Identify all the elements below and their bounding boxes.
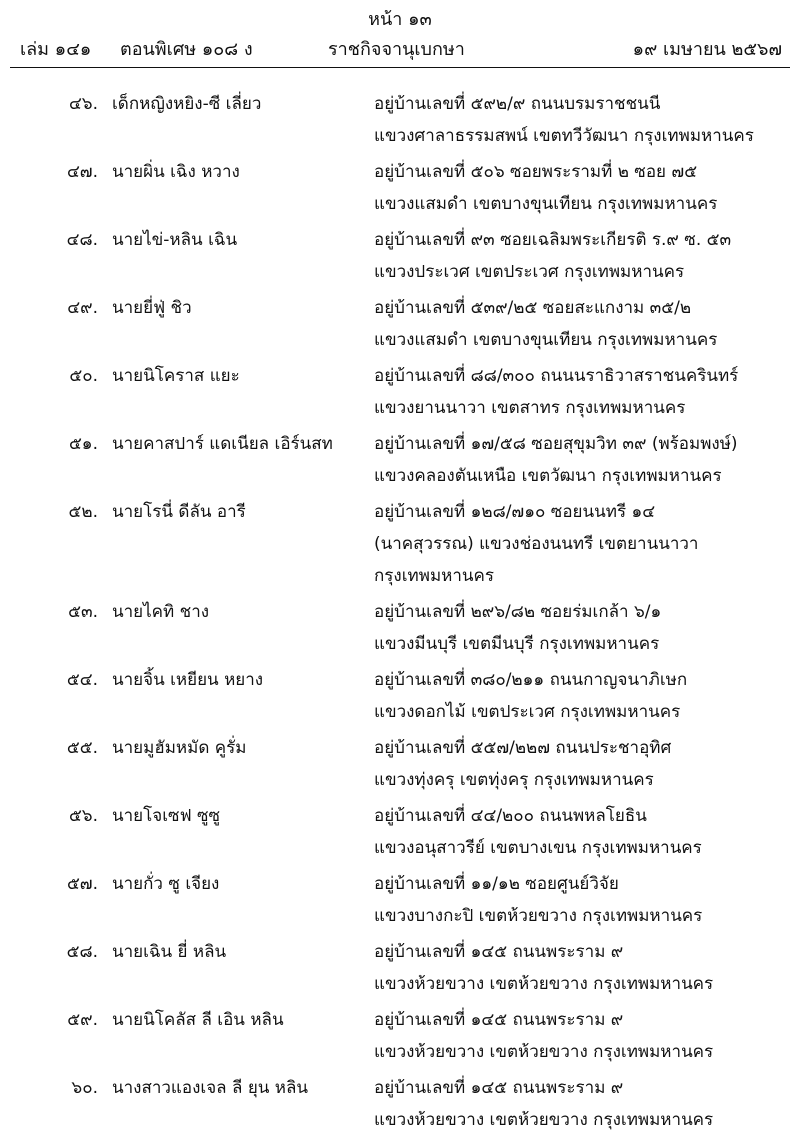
list-item	[0, 800, 800, 864]
person-name: นายกั่ว ซู เจียง	[112, 874, 220, 894]
person-name: นายยี่ฟู่ ชิว	[112, 298, 192, 318]
address	[374, 428, 779, 492]
address	[374, 1072, 779, 1136]
list-item	[0, 224, 800, 288]
address	[374, 88, 779, 152]
address-line: อยู่บ้านเลขที่ ๑๒๘/๗๑๐ ซอยนนทรี ๑๔	[374, 502, 656, 522]
entry-number: ๔๘.	[66, 230, 98, 250]
address-line: แขวงมีนบุรี เขตมีนบุรี กรุงเทพมหานคร	[374, 634, 660, 654]
list-item	[0, 596, 800, 660]
entry-number: ๕๓.	[68, 602, 98, 622]
person-name: นายมูฮัมหมัด คูรั่ม	[112, 738, 247, 758]
address	[374, 360, 779, 424]
address-line: อยู่บ้านเลขที่ ๑๔๕ ถนนพระราม ๙	[374, 1010, 624, 1030]
address-line: อยู่บ้านเลขที่ ๔๔/๒๐๐ ถนนพหลโยธิน	[374, 806, 647, 826]
person-name: นายจิ้น เหยียน หยาง	[112, 670, 264, 690]
address-line: อยู่บ้านเลขที่ ๑๗/๕๘ ซอยสุขุมวิท ๓๙ (พร้อมพงษ์)	[374, 434, 738, 454]
person-name: นางสาวแองเจล ลี ยุน หลิน	[112, 1078, 309, 1098]
address-line: กรุงเทพมหานคร	[374, 566, 495, 586]
address	[374, 156, 779, 220]
entry-number: ๕๘.	[66, 942, 98, 962]
address	[374, 732, 779, 796]
person-name: นายผิ่น เฉิง หวาง	[112, 162, 240, 182]
person-name: นายโรนี่ ดีลัน อารี	[112, 502, 246, 522]
address	[374, 868, 779, 932]
address-line: อยู่บ้านเลขที่ ๑๔๕ ถนนพระราม ๙	[374, 1078, 624, 1098]
person-name: นายโจเซฟ ซูซู	[112, 806, 221, 826]
list-item	[0, 292, 800, 356]
address-line: อยู่บ้านเลขที่ ๑๑/๑๒ ซอยศูนย์วิจัย	[374, 874, 619, 894]
entry-list	[0, 88, 800, 1140]
address-line: แขวงแสมดำ เขตบางขุนเทียน กรุงเทพมหานคร	[374, 194, 718, 214]
issue-label: ตอนพิเศษ ๑๐๘ ง	[120, 39, 253, 60]
list-item	[0, 88, 800, 152]
address-line: แขวงคลองตันเหนือ เขตวัฒนา กรุงเทพมหานคร	[374, 466, 722, 486]
entry-number: ๔๖.	[68, 94, 98, 114]
person-name: นายคาสปาร์ แดเนียล เอิร์นสท	[112, 434, 333, 454]
address	[374, 800, 779, 864]
address-line: แขวงศาลาธรรมสพน์ เขตทวีวัฒนา กรุงเทพมหานคร	[374, 126, 754, 146]
entry-number: ๕๗.	[66, 874, 98, 894]
entry-number: ๕๐.	[69, 366, 98, 386]
person-name: นายนิโคลัส ลี เอิน หลิน	[112, 1010, 284, 1030]
address-line: อยู่บ้านเลขที่ ๒๙๖/๘๒ ซอยร่มเกล้า ๖/๑	[374, 602, 662, 622]
address-line: อยู่บ้านเลขที่ ๕๐๖ ซอยพระรามที่ ๒ ซอย ๗๕	[374, 162, 698, 182]
address-line: อยู่บ้านเลขที่ ๑๔๕ ถนนพระราม ๙	[374, 942, 624, 962]
address-line: แขวงประเวศ เขตประเวศ กรุงเทพมหานคร	[374, 262, 685, 282]
address-line: อยู่บ้านเลขที่ ๕๙๒/๙ ถนนบรมราชชนนี	[374, 94, 661, 114]
page-header	[0, 36, 800, 64]
address-line: อยู่บ้านเลขที่ ๘๘/๓๐๐ ถนนนราธิวาสราชนครินทร์	[374, 366, 739, 386]
address	[374, 496, 779, 592]
entry-number: ๕๖.	[68, 806, 98, 826]
address-line: แขวงดอกไม้ เขตประเวศ กรุงเทพมหานคร	[374, 702, 681, 722]
list-item	[0, 360, 800, 424]
publication-date: ๑๙ เมษายน ๒๕๖๗	[632, 39, 782, 60]
list-item	[0, 156, 800, 220]
list-item	[0, 496, 800, 592]
address-line: แขวงยานนาวา เขตสาทร กรุงเทพมหานคร	[374, 398, 686, 418]
entry-number: ๕๕.	[66, 738, 98, 758]
address-line: อยู่บ้านเลขที่ ๙๓ ซอยเฉลิมพระเกียรติ ร.๙ ซ. ๕๓	[374, 230, 732, 250]
address-line: แขวงอนุสาวรีย์ เขตบางเขน กรุงเทพมหานคร	[374, 838, 702, 858]
address-line: อยู่บ้านเลขที่ ๕๕๗/๒๒๗ ถนนประชาอุทิศ	[374, 738, 672, 758]
entry-number: ๕๔.	[66, 670, 98, 690]
person-name: เด็กหญิงหยิง-ซี เลี่ยว	[112, 94, 262, 114]
header-divider	[10, 67, 790, 68]
address	[374, 664, 779, 728]
entry-number: ๕๙.	[67, 1010, 98, 1030]
entry-number: ๔๙.	[67, 298, 98, 318]
list-item	[0, 1072, 800, 1136]
address-line: แขวงห้วยขวาง เขตห้วยขวาง กรุงเทพมหานคร	[374, 974, 714, 994]
gazette-title: ราชกิจจานุเบกษา	[328, 39, 465, 60]
address	[374, 292, 779, 356]
entry-number: ๔๗.	[66, 162, 98, 182]
address-line: แขวงห้วยขวาง เขตห้วยขวาง กรุงเทพมหานคร	[374, 1042, 714, 1062]
address-line: แขวงแสมดำ เขตบางขุนเทียน กรุงเทพมหานคร	[374, 330, 718, 350]
person-name: นายไคทิ ชาง	[112, 602, 210, 622]
list-item	[0, 1004, 800, 1068]
list-item	[0, 732, 800, 796]
person-name: นายนิโคราส แยะ	[112, 366, 240, 386]
address	[374, 1004, 779, 1068]
list-item	[0, 868, 800, 932]
address-line: อยู่บ้านเลขที่ ๓๘๐/๒๑๑ ถนนกาญจนาภิเษก	[374, 670, 688, 690]
address	[374, 224, 779, 288]
address-line: แขวงบางกะปิ เขตห้วยขวาง กรุงเทพมหานคร	[374, 906, 703, 926]
person-name: นายเฉิน ยี่ หลิน	[112, 942, 227, 962]
page-number: หน้า ๑๓	[368, 9, 432, 30]
address-line: แขวงทุ่งครุ เขตทุ่งครุ กรุงเทพมหานคร	[374, 770, 654, 790]
volume-label: เล่ม ๑๔๑	[20, 39, 92, 60]
address-line: แขวงห้วยขวาง เขตห้วยขวาง กรุงเทพมหานคร	[374, 1110, 714, 1130]
address-line: อยู่บ้านเลขที่ ๕๓๙/๒๕ ซอยสะแกงาม ๓๕/๒	[374, 298, 692, 318]
address	[374, 596, 779, 660]
address	[374, 936, 779, 1000]
list-item	[0, 428, 800, 492]
entry-number: ๕๒.	[68, 502, 98, 522]
person-name: นายไข่-หลิน เฉิน	[112, 230, 238, 250]
list-item	[0, 664, 800, 728]
list-item	[0, 936, 800, 1000]
entry-number: ๕๑.	[68, 434, 98, 454]
address-line: (นาคสุวรรณ) แขวงช่องนนทรี เขตยานนาวา	[374, 534, 699, 554]
entry-number: ๖๐.	[71, 1078, 98, 1098]
